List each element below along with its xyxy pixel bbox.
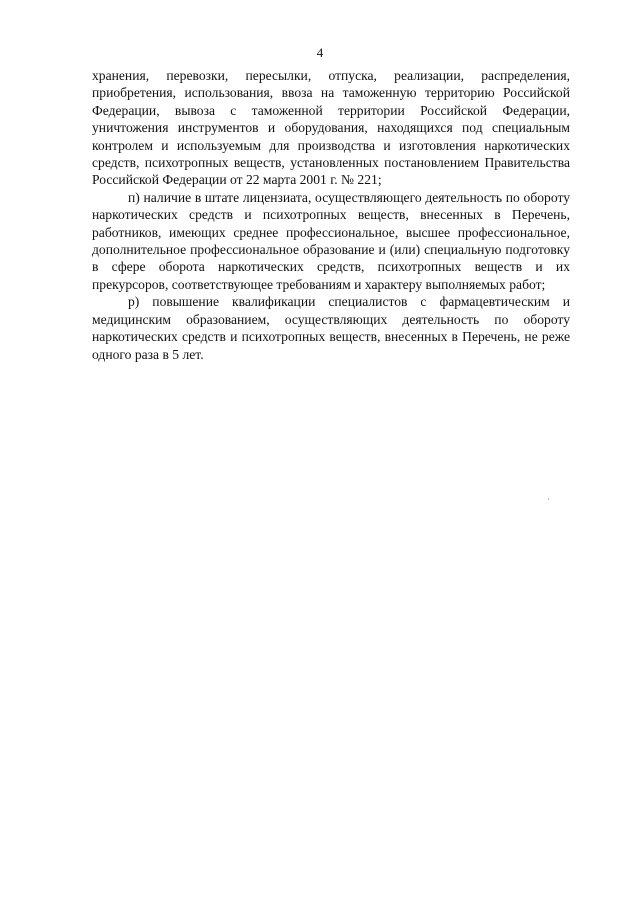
paragraph-continuation: хранения, перевозки, пересылки, отпуска, реализации, распределения, приобретения, использования, ввоза на таможенную территорию Российской Федерации, вывоза с таможенной территории Российской Федерации, уничтожения инструментов и оборудования, находящихся под специальным контролем и используемым для производства и изготовления наркотических средств, психотропных веществ, установленных постановлением Правительства Российской Федерации от 22 марта 2001 г. № 221; bbox=[92, 68, 570, 188]
document-body bbox=[92, 67, 570, 363]
page-number: 4 bbox=[316, 45, 324, 60]
scan-speck bbox=[548, 498, 549, 500]
paragraph-item-r: р) повышение квалификации специалистов с фармацевтическим и медицинским образованием, осуществляющих деятельность по обороту наркотических средств и психотропных веществ, внесенных в Перечень, не реже одного раза в 5 лет. bbox=[92, 294, 570, 362]
paragraph-item-p: п) наличие в штате лицензиата, осуществляющего деятельность по обороту наркотических средств и психотропных веществ, внесенных в Перечень, работников, имеющих среднее профессиональное, высшее профессиональное, дополнительное профессиональное образование и (или) специальную подготовку в сфере оборота наркотических средств, психотропных веществ и их прекурсоров, соответствующее требованиям и характеру выполняемых работ; bbox=[92, 189, 570, 292]
